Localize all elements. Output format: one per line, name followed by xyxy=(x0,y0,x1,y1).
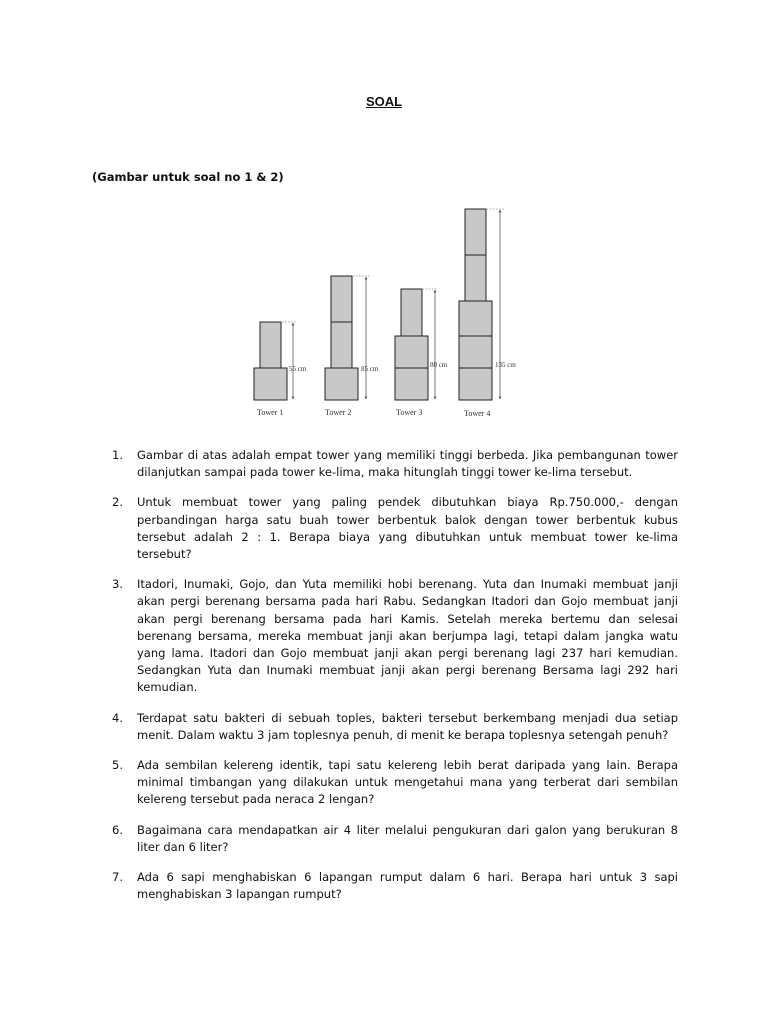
question-number: 3. xyxy=(112,577,123,592)
tower-4-label: Tower 4 xyxy=(464,409,491,418)
question-item xyxy=(92,822,678,856)
question-text: Untuk membuat tower yang paling pendek dibutuhkan biaya Rp.750.000,- dengan perbandingan harga satu buah tower berbentuk balok dengan tower berbentuk kubus tersebut adalah 2 : 1. Berapa biaya yang dibutuhkan untuk membuat tower ke-lima tersebut? xyxy=(137,495,678,562)
tower-4-block-2 xyxy=(465,209,486,255)
question-item xyxy=(92,494,678,563)
question-text: Ada 6 sapi menghabiskan 6 lapangan rumput dalam 6 hari. Berapa hari untuk 3 sapi menghabiskan 3 lapangan rumput? xyxy=(137,870,678,902)
tower-2-cube-1 xyxy=(325,368,358,400)
tower-2-block-1 xyxy=(331,322,352,368)
tower-4-height: 135 cm xyxy=(495,361,516,369)
figure-caption: (Gambar untuk soal no 1 & 2) xyxy=(92,170,284,184)
question-item xyxy=(92,447,678,481)
question-item xyxy=(92,757,678,809)
tower-1 xyxy=(254,322,307,417)
tower-4-cube-1 xyxy=(459,368,492,400)
question-item xyxy=(92,576,678,696)
tower-4 xyxy=(459,209,516,418)
towers-figure xyxy=(240,200,540,425)
question-text: Itadori, Inumaki, Gojo, dan Yuta memiliki hobi berenang. Yuta dan Inumaki membuat janji akan pergi berenang bersama pada hari Rabu. Sedangkan Itadori dan Gojo membuat janji akan pergi berenang bersama pada hari Kamis. Setelah mereka bertemu dan selesai berenang bersama, mereka membuat janji akan berjumpa lagi, tetapi dalam jangka watu yang lama. Itadori dan Gojo membuat janji akan pergi berenang lagi 237 hari kemudian. Sedangkan Yuta dan Inumaki membuat janji akan pergi berenang Bersama lagi 292 hari kemudian. xyxy=(137,577,678,695)
tower-2-label: Tower 2 xyxy=(325,408,352,417)
tower-2-height: 85 cm xyxy=(361,365,379,373)
tower-1-height: 55 cm xyxy=(289,365,307,373)
tower-4-block-1 xyxy=(465,255,486,301)
tower-1-block-1 xyxy=(260,322,281,368)
tower-2-block-2 xyxy=(331,276,352,322)
question-text: Ada sembilan kelereng identik, tapi satu kelereng lebih berat daripada yang lain. Berapa minimal timbangan yang dilakukan untuk mengetahui mana yang terberat dari sembilan kelereng tersebut pada neraca 2 lengan? xyxy=(137,758,678,807)
question-text: Bagaimana cara mendapatkan air 4 liter melalui pengukuran dari galon yang berukuran 8 liter dan 6 liter? xyxy=(137,822,678,854)
question-number: 5. xyxy=(112,758,123,773)
tower-3-label: Tower 3 xyxy=(396,408,423,417)
page-title: SOAL xyxy=(365,94,403,109)
question-text: Terdapat satu bakteri di sebuah toples, bakteri tersebut berkembang menjadi dua setiap menit. Dalam waktu 3 jam toplesnya penuh, di menit ke berapa toplesnya setengah penuh? xyxy=(137,710,678,742)
tower-3-height: 80 cm xyxy=(430,361,448,369)
tower-3-cube-1 xyxy=(395,368,428,400)
tower-4-cube-3 xyxy=(459,301,492,336)
question-item xyxy=(92,869,678,903)
tower-4-cube-2 xyxy=(459,336,492,368)
tower-3-cube-2 xyxy=(395,336,428,368)
tower-2 xyxy=(325,276,379,417)
question-number: 7. xyxy=(112,870,123,885)
tower-1-cube-1 xyxy=(254,368,287,400)
question-number: 6. xyxy=(112,822,123,837)
question-text: Gambar di atas adalah empat tower yang memiliki tinggi berbeda. Jika pembangunan tower dilanjutkan sampai pada tower ke-lima, maka hitunglah tinggi tower ke-lima tersebut. xyxy=(137,448,678,480)
tower-3 xyxy=(395,289,448,417)
question-list xyxy=(92,447,678,916)
tower-3-block-1 xyxy=(401,289,422,336)
question-item xyxy=(92,710,678,744)
tower-1-label: Tower 1 xyxy=(257,408,284,417)
question-number: 4. xyxy=(112,710,123,725)
question-number: 2. xyxy=(112,495,123,510)
question-number: 1. xyxy=(112,448,123,462)
